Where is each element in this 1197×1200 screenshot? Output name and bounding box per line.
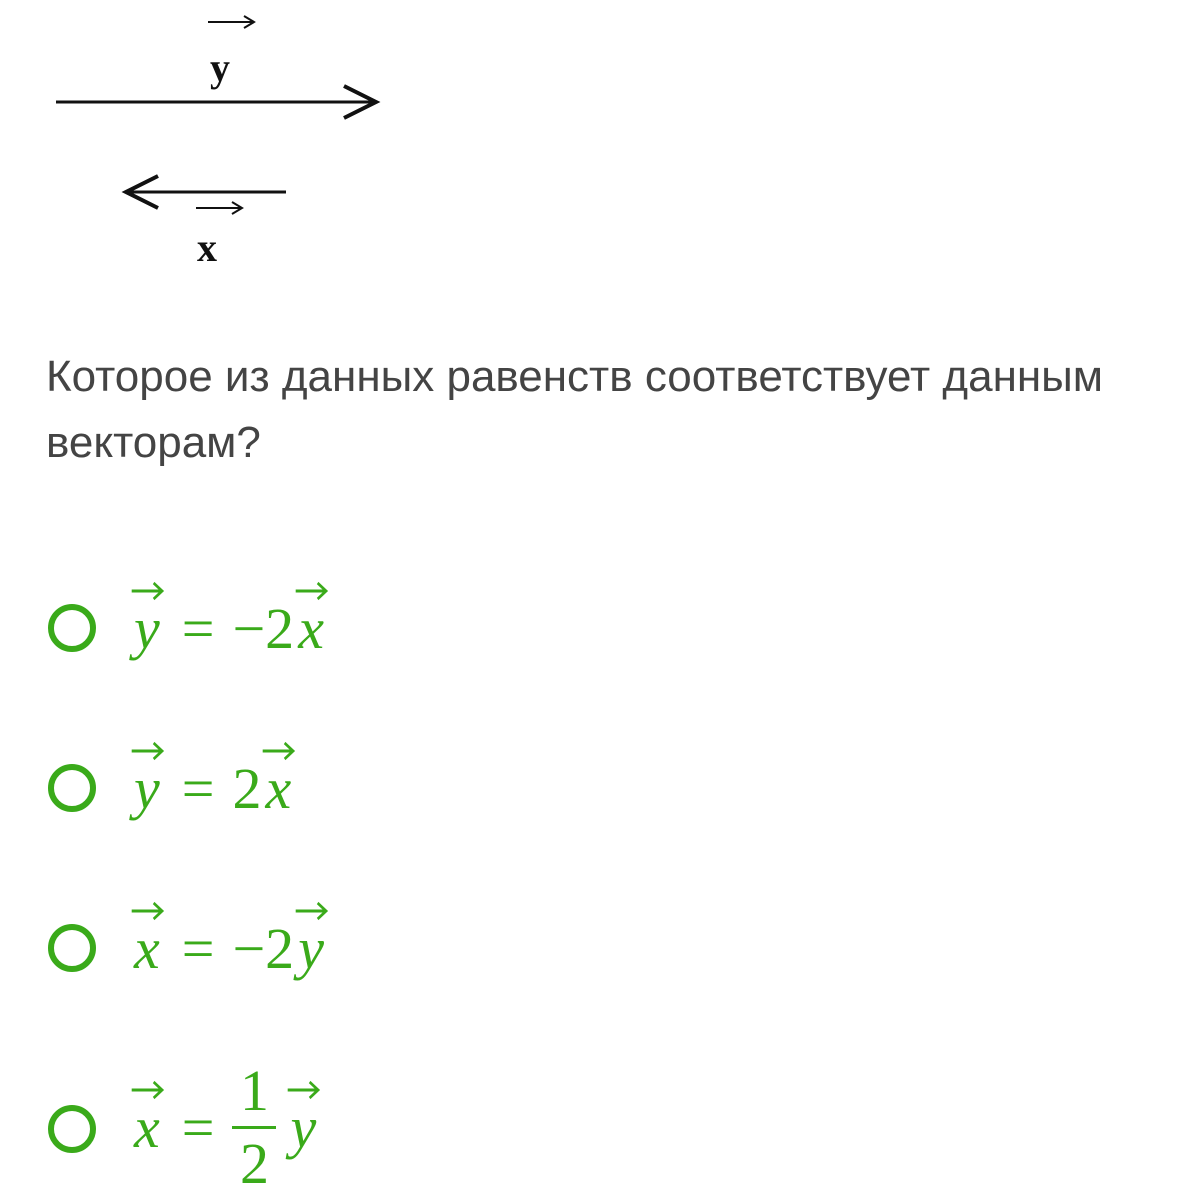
- vector-symbol: [130, 756, 164, 821]
- radio-button[interactable]: [48, 764, 96, 812]
- vector-arrow-icon: [130, 898, 164, 924]
- radio-button[interactable]: [48, 604, 96, 652]
- option-rhs: x: [265, 756, 292, 821]
- option-coefficient: −2: [232, 916, 295, 981]
- vector-x-label: x: [197, 225, 217, 270]
- answer-option-2[interactable]: [46, 730, 646, 850]
- vector-symbol: [261, 756, 295, 821]
- option-rhs: x: [298, 596, 324, 661]
- option-coefficient: −2: [232, 596, 295, 661]
- option-lhs: x: [134, 1094, 160, 1160]
- equals-sign: =: [181, 916, 215, 981]
- vector-arrow-icon: [261, 738, 295, 764]
- vector-diagram: [0, 0, 420, 290]
- option-formula: [130, 1058, 320, 1196]
- fraction: [232, 1058, 276, 1196]
- answer-option-3[interactable]: [46, 890, 646, 1010]
- option-rhs: y: [298, 916, 324, 981]
- vector-x-arrow: [126, 176, 286, 208]
- vector-arrow-icon: [130, 1077, 164, 1103]
- vector-x-overarrow: [196, 202, 242, 214]
- fraction-bar: [232, 1126, 276, 1129]
- vector-symbol: [286, 1094, 320, 1160]
- vector-symbol: [130, 916, 164, 981]
- vector-symbol: [130, 596, 164, 661]
- equals-sign: =: [181, 596, 215, 661]
- option-formula: [130, 916, 328, 981]
- answer-option-1[interactable]: [46, 570, 646, 690]
- vector-symbol: [130, 1094, 164, 1160]
- option-coefficient: 2: [232, 756, 262, 821]
- fraction-denominator: 2: [239, 1131, 269, 1196]
- vector-y-arrow: [56, 86, 376, 118]
- question-text: Которое из данных равенств соответствует данным векторам?: [46, 352, 1104, 467]
- equals-sign: =: [181, 756, 215, 821]
- option-lhs: y: [134, 596, 160, 661]
- vector-symbol: [294, 916, 328, 981]
- vector-y-overarrow: [208, 16, 254, 28]
- radio-button[interactable]: [48, 1105, 96, 1153]
- vector-arrow-icon: [294, 578, 328, 604]
- vector-arrow-icon: [294, 898, 328, 924]
- option-lhs: y: [134, 756, 160, 821]
- option-lhs: x: [134, 916, 160, 981]
- option-formula: [130, 596, 328, 661]
- fraction-numerator: 1: [239, 1058, 269, 1123]
- option-rhs: y: [290, 1094, 317, 1160]
- equals-sign: =: [181, 1094, 215, 1160]
- vector-symbol: [294, 596, 328, 661]
- vector-y-label: y: [210, 45, 230, 90]
- radio-button[interactable]: [48, 924, 96, 972]
- vector-arrow-icon: [130, 738, 164, 764]
- vector-arrow-icon: [130, 578, 164, 604]
- option-formula: [130, 756, 295, 821]
- vector-arrow-icon: [286, 1077, 320, 1103]
- answer-option-4[interactable]: [46, 1058, 646, 1196]
